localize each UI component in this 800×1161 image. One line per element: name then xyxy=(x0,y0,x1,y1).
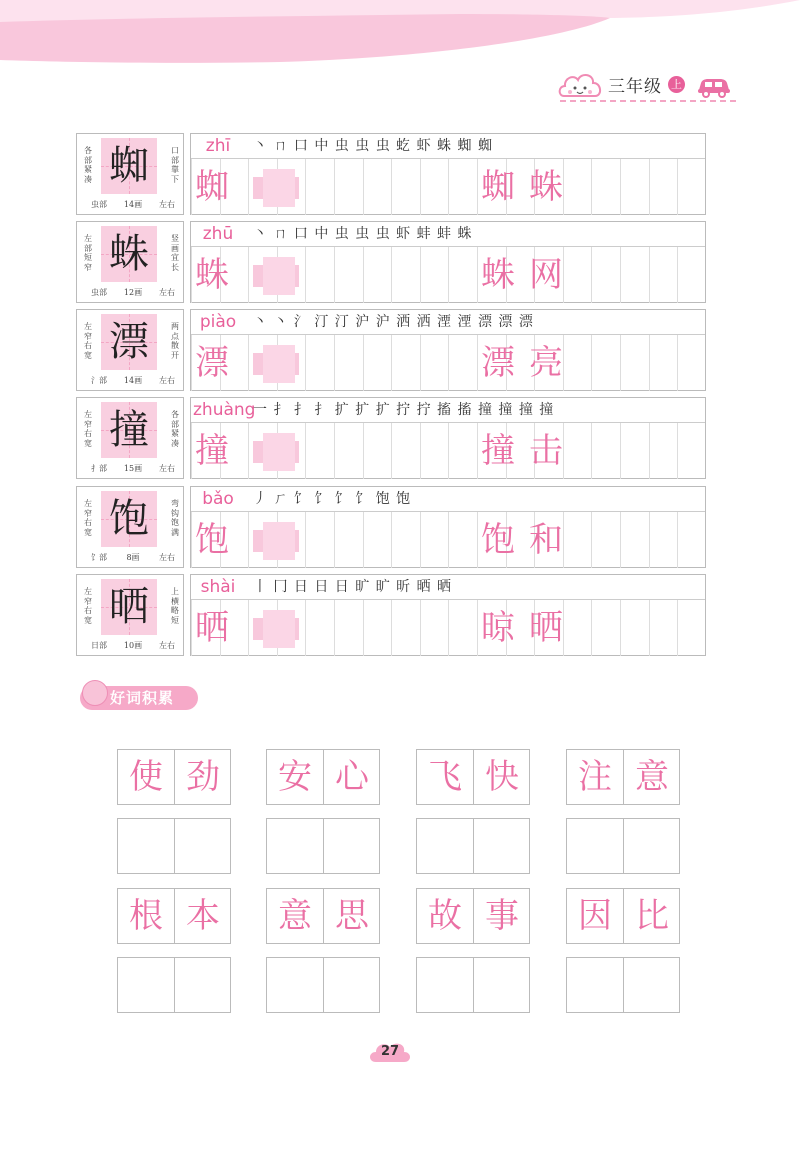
section-tag xyxy=(76,680,200,714)
blank-word-box[interactable] xyxy=(117,957,231,1013)
good-word-box xyxy=(416,749,530,805)
char-info-box xyxy=(76,397,184,479)
writing-tip-right: 两点散开 xyxy=(171,322,179,360)
section-title: 好词积累 xyxy=(110,689,175,707)
practice-cell[interactable] xyxy=(363,247,392,303)
practice-cell[interactable] xyxy=(363,335,392,391)
trace-char: 晒 xyxy=(195,608,229,648)
practice-cell[interactable] xyxy=(420,247,449,303)
trace-shadow xyxy=(263,257,295,295)
practice-cell[interactable] xyxy=(591,600,620,656)
structure: 左右 xyxy=(159,376,175,385)
practice-cell[interactable] xyxy=(677,335,706,391)
practice-cell[interactable] xyxy=(448,247,477,303)
example-word: 晾晒 xyxy=(481,608,577,648)
char-info-box xyxy=(76,221,184,303)
practice-cell[interactable] xyxy=(420,159,449,215)
good-word-box xyxy=(416,888,530,944)
radical: 虫部 xyxy=(91,200,107,209)
practice-cell[interactable] xyxy=(591,159,620,215)
writing-tip-left: 各部紧凑 xyxy=(84,146,92,184)
char-row xyxy=(76,574,706,656)
practice-grid xyxy=(190,309,706,391)
practice-cell[interactable] xyxy=(591,423,620,479)
practice-cell[interactable] xyxy=(448,423,477,479)
model-char-box xyxy=(101,491,157,547)
practice-cell[interactable] xyxy=(363,512,392,568)
char-info-box xyxy=(76,133,184,215)
page-number-badge xyxy=(366,1038,414,1066)
char-row xyxy=(76,486,706,568)
practice-cells xyxy=(191,159,705,215)
good-word-char: 比 xyxy=(635,896,669,936)
top-banner xyxy=(0,0,800,70)
practice-grid xyxy=(190,133,706,215)
good-word-char: 意 xyxy=(278,896,312,936)
structure: 左右 xyxy=(159,200,175,209)
example-word: 撞击 xyxy=(481,431,577,471)
pinyin: zhī xyxy=(205,136,231,156)
trace-char: 撞 xyxy=(195,431,229,471)
good-word-box xyxy=(117,749,231,805)
practice-cell[interactable] xyxy=(649,159,678,215)
trace-shadow xyxy=(263,169,295,207)
radical: 虫部 xyxy=(91,288,107,297)
radical: 饣部 xyxy=(91,553,107,562)
char-info-box xyxy=(76,574,184,656)
blank-word-box[interactable] xyxy=(117,818,231,874)
practice-cell[interactable] xyxy=(448,512,477,568)
stroke-order: 丶 ㄇ 口 中 虫 虫 虫 虼 虾 蛛 蜘 蜘 xyxy=(253,138,493,154)
writing-tip-left: 左部短窄 xyxy=(84,234,92,272)
practice-cell[interactable] xyxy=(305,159,334,215)
blank-word-box[interactable] xyxy=(416,818,530,874)
practice-cell[interactable] xyxy=(391,247,420,303)
model-char: 漂 xyxy=(109,319,149,365)
practice-cell[interactable] xyxy=(677,159,706,215)
char-info-box xyxy=(76,309,184,391)
practice-cell[interactable] xyxy=(620,423,649,479)
example-word: 蛛网 xyxy=(481,255,577,295)
stroke-order: 丿 ㄏ 饣 饣 饣 饣 饱 饱 xyxy=(253,491,412,507)
trace-shadow xyxy=(263,345,295,383)
blank-word-box[interactable] xyxy=(416,957,530,1013)
good-word-char: 飞 xyxy=(428,757,462,797)
blank-word-box[interactable] xyxy=(566,957,680,1013)
practice-grid xyxy=(190,486,706,568)
practice-cell[interactable] xyxy=(677,247,706,303)
practice-cell[interactable] xyxy=(649,600,678,656)
model-char: 蜘 xyxy=(109,143,149,189)
trace-shadow xyxy=(263,522,295,560)
model-char: 饱 xyxy=(109,496,149,542)
stroke-order: 一 扌 扌 扌 扩 扩 扩 拧 拧 搐 搐 撞 撞 撞 撞 xyxy=(253,402,555,418)
stroke-count: 14画 xyxy=(123,200,143,209)
stroke-count: 8画 xyxy=(126,553,140,562)
good-word-box xyxy=(117,888,231,944)
model-char-box xyxy=(101,314,157,370)
blank-word-box[interactable] xyxy=(266,957,380,1013)
trace-char: 漂 xyxy=(195,343,229,383)
practice-grid xyxy=(190,574,706,656)
practice-cell[interactable] xyxy=(420,423,449,479)
trace-char: 蜘 xyxy=(195,167,229,207)
model-char-box xyxy=(101,138,157,194)
writing-tip-right: 上横略短 xyxy=(171,587,179,625)
stroke-order: 丶 ㄇ 口 中 虫 虫 虫 虾 蚌 蚌 蛛 xyxy=(253,226,473,242)
practice-cell[interactable] xyxy=(620,159,649,215)
blank-word-box[interactable] xyxy=(266,818,380,874)
practice-cell[interactable] xyxy=(391,423,420,479)
char-row xyxy=(76,221,706,303)
model-char-box xyxy=(101,402,157,458)
structure: 左右 xyxy=(159,464,175,473)
practice-cell[interactable] xyxy=(420,335,449,391)
practice-cell[interactable] xyxy=(677,600,706,656)
grade-label: 三年级 xyxy=(608,77,662,97)
practice-cell[interactable] xyxy=(305,512,334,568)
practice-cells xyxy=(191,600,705,656)
good-word-char: 心 xyxy=(335,757,369,797)
practice-cell[interactable] xyxy=(334,335,363,391)
radical: 扌部 xyxy=(91,464,107,473)
practice-cells xyxy=(191,247,705,303)
writing-tip-left: 左窄右宽 xyxy=(84,587,92,625)
practice-cell[interactable] xyxy=(305,423,334,479)
writing-tip-left: 左窄右宽 xyxy=(84,499,92,537)
good-word-char: 根 xyxy=(129,896,163,936)
structure: 左右 xyxy=(159,641,175,650)
pinyin: shài xyxy=(200,577,236,597)
practice-cell[interactable] xyxy=(334,512,363,568)
practice-cell[interactable] xyxy=(591,247,620,303)
good-word-char: 思 xyxy=(335,896,369,936)
good-word-char: 劲 xyxy=(186,757,220,797)
practice-cell[interactable] xyxy=(649,512,678,568)
example-word: 蜘蛛 xyxy=(481,167,577,207)
practice-cell[interactable] xyxy=(649,247,678,303)
good-word-char: 注 xyxy=(578,757,612,797)
model-char: 晒 xyxy=(109,584,149,630)
practice-grid xyxy=(190,221,706,303)
practice-cell[interactable] xyxy=(334,159,363,215)
practice-cell[interactable] xyxy=(363,423,392,479)
good-word-char: 因 xyxy=(578,896,612,936)
writing-tip-right: 各部紧凑 xyxy=(171,410,179,448)
good-word-char: 快 xyxy=(485,757,519,797)
practice-cell[interactable] xyxy=(620,600,649,656)
practice-cell[interactable] xyxy=(420,600,449,656)
writing-tip-right: 弯钩饱满 xyxy=(171,499,179,537)
practice-cell[interactable] xyxy=(448,159,477,215)
writing-tip-left: 左窄右宽 xyxy=(84,410,92,448)
practice-cell[interactable] xyxy=(391,159,420,215)
radical: 氵部 xyxy=(91,376,107,385)
char-info-box xyxy=(76,486,184,568)
practice-cell[interactable] xyxy=(305,335,334,391)
practice-cell[interactable] xyxy=(448,600,477,656)
practice-cell[interactable] xyxy=(420,512,449,568)
good-word-char: 使 xyxy=(129,757,163,797)
model-char-box xyxy=(101,226,157,282)
structure: 左右 xyxy=(159,553,175,562)
practice-cell[interactable] xyxy=(363,159,392,215)
practice-cell[interactable] xyxy=(363,600,392,656)
good-word-box xyxy=(266,888,380,944)
practice-cells xyxy=(191,335,705,391)
practice-cell[interactable] xyxy=(649,423,678,479)
pinyin: piào xyxy=(199,312,237,332)
pinyin: zhuàng xyxy=(193,400,256,420)
stroke-order: 丨 冂 日 日 日 旷 旷 昕 晒 晒 xyxy=(253,579,453,595)
practice-cell[interactable] xyxy=(391,600,420,656)
practice-cell[interactable] xyxy=(649,335,678,391)
good-word-char: 意 xyxy=(635,757,669,797)
practice-cell[interactable] xyxy=(305,247,334,303)
stroke-count: 10画 xyxy=(123,641,143,650)
practice-cell[interactable] xyxy=(620,335,649,391)
stroke-order: 丶 丶 氵 汀 汀 沪 沪 洒 洒 湮 湮 漂 漂 漂 xyxy=(253,314,534,330)
model-char: 蛛 xyxy=(109,231,149,277)
practice-cell[interactable] xyxy=(334,247,363,303)
practice-cell[interactable] xyxy=(677,512,706,568)
good-word-char: 事 xyxy=(485,896,519,936)
car-icon xyxy=(696,74,732,98)
trace-shadow xyxy=(263,610,295,648)
example-word: 饱和 xyxy=(481,520,577,560)
page-number: 27 xyxy=(380,1044,400,1059)
volume-badge: 上 xyxy=(668,76,685,93)
good-word-char: 故 xyxy=(428,896,462,936)
practice-cells xyxy=(191,423,705,479)
practice-cell[interactable] xyxy=(448,335,477,391)
structure: 左右 xyxy=(159,288,175,297)
char-row xyxy=(76,133,706,215)
stroke-count: 14画 xyxy=(123,376,143,385)
good-word-box xyxy=(566,749,680,805)
good-word-char: 本 xyxy=(186,896,220,936)
writing-tip-right: 竖画宜长 xyxy=(171,234,179,272)
model-char: 撞 xyxy=(109,407,149,453)
example-word: 漂亮 xyxy=(481,343,577,383)
practice-cell[interactable] xyxy=(305,600,334,656)
practice-cells xyxy=(191,512,705,568)
practice-cell[interactable] xyxy=(591,512,620,568)
practice-cell[interactable] xyxy=(334,600,363,656)
practice-cell[interactable] xyxy=(391,335,420,391)
grade-badge xyxy=(556,68,736,102)
writing-tip-left: 左窄右宽 xyxy=(84,322,92,360)
writing-tip-right: 口部靠下 xyxy=(171,146,179,184)
trace-char: 饱 xyxy=(195,520,229,560)
good-word-box xyxy=(266,749,380,805)
practice-cell[interactable] xyxy=(677,423,706,479)
stroke-count: 15画 xyxy=(123,464,143,473)
good-word-char: 安 xyxy=(278,757,312,797)
practice-cell[interactable] xyxy=(620,247,649,303)
practice-cell[interactable] xyxy=(334,423,363,479)
cloud-face-icon xyxy=(556,68,604,102)
model-char-box xyxy=(101,579,157,635)
char-row xyxy=(76,309,706,391)
stroke-count: 12画 xyxy=(123,288,143,297)
blank-word-box[interactable] xyxy=(566,818,680,874)
char-row xyxy=(76,397,706,479)
practice-cell[interactable] xyxy=(591,335,620,391)
dashed-line xyxy=(560,100,736,102)
practice-cell[interactable] xyxy=(391,512,420,568)
good-word-box xyxy=(566,888,680,944)
practice-cell[interactable] xyxy=(620,512,649,568)
trace-shadow xyxy=(263,433,295,471)
practice-grid xyxy=(190,397,706,479)
trace-char: 蛛 xyxy=(195,255,229,295)
radical: 日部 xyxy=(91,641,107,650)
mascot-icon xyxy=(82,680,108,706)
pinyin: bǎo xyxy=(202,489,234,509)
pinyin: zhū xyxy=(202,224,234,244)
